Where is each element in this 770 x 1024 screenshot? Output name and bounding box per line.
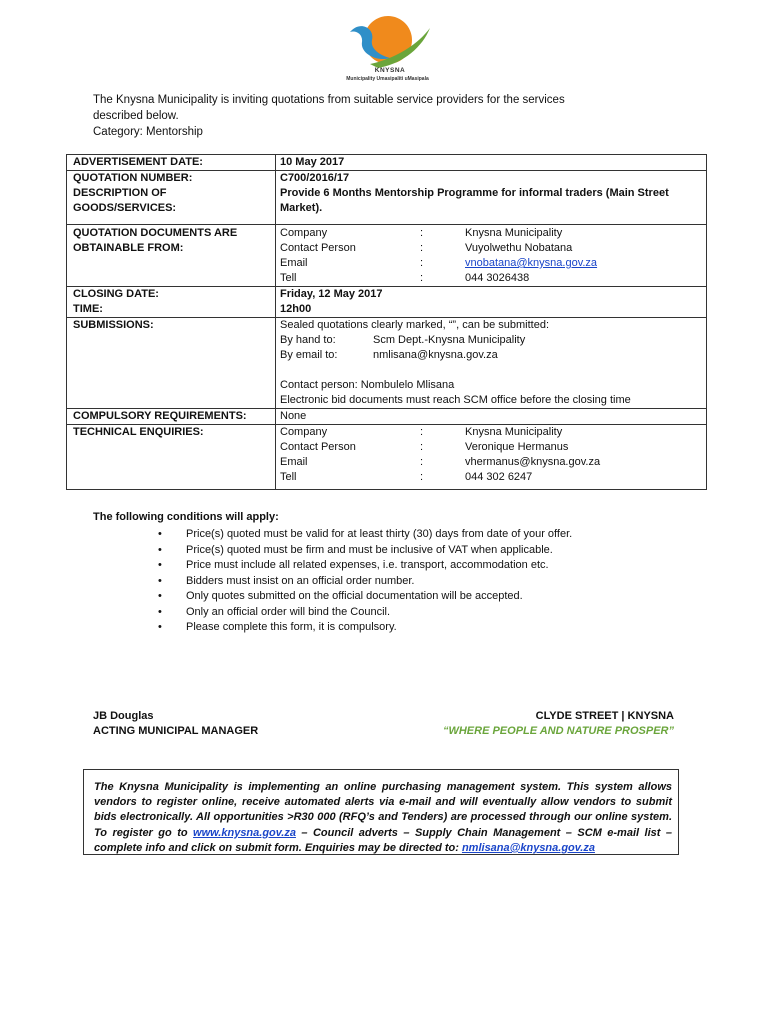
submissions-label: SUBMISSIONS: xyxy=(67,318,276,409)
colon: : xyxy=(420,242,424,254)
docs-contact-value: Vuyolwethu Nobatana xyxy=(465,242,573,254)
colon: : xyxy=(420,257,424,269)
colon: : xyxy=(420,426,424,438)
tech-contact-row xyxy=(280,440,702,455)
logo-tagline: Municipality Umasipaliti uMasipala xyxy=(346,76,429,82)
docs-tell-row xyxy=(280,271,702,286)
tech-company-row xyxy=(280,425,702,440)
tech-email-value: vhermanus@knysna.gov.za xyxy=(465,456,601,468)
table-row xyxy=(67,155,707,171)
list-item: • Only quotes submitted on the official documentation will be accepted. xyxy=(158,589,572,605)
docs-contact-row xyxy=(280,241,702,256)
docs-label-line-1: QUOTATION DOCUMENTS ARE xyxy=(73,227,238,239)
intro-line-1: The Knysna Municipality is inviting quotations from suitable service providers for the services xyxy=(93,94,565,106)
municipal-motto: “WHERE PEOPLE AND NATURE PROSPER” xyxy=(442,725,674,737)
closing-date-label: CLOSING DATE: xyxy=(67,287,276,303)
bullet-icon: • xyxy=(158,605,162,618)
address-block xyxy=(443,709,674,739)
bullet-icon: • xyxy=(158,574,162,587)
colon: : xyxy=(420,272,424,284)
tech-email-key: Email xyxy=(280,456,308,468)
intro xyxy=(93,92,693,140)
by-hand-row xyxy=(280,333,702,348)
description-value-line-2: Market). xyxy=(280,202,323,214)
intro-line-2: described below. xyxy=(93,110,179,122)
table-row xyxy=(67,318,707,409)
by-hand-value: Scm Dept.-Knysna Municipality xyxy=(373,334,526,346)
list-item: • Bidders must insist on an official order number. xyxy=(158,574,572,590)
list-item: • Please complete this form, it is compulsory. xyxy=(158,620,572,636)
description-label-line-1: DESCRIPTION OF xyxy=(73,187,167,199)
list-item: • Price must include all related expenses, i.e. transport, accommodation etc. xyxy=(158,558,572,574)
submissions-contact-person: Contact person: Nombulelo Mlisana xyxy=(280,379,455,391)
enquiry-email-link[interactable]: nmlisana@knysna.gov.za xyxy=(461,841,595,854)
docs-email-row xyxy=(280,256,702,271)
docs-email-key: Email xyxy=(280,257,308,269)
intro-category: Category: Mentorship xyxy=(93,126,203,138)
submissions-line-1: Sealed quotations clearly marked, “”, can be submitted: xyxy=(280,319,550,331)
table-row xyxy=(67,287,707,303)
colon: : xyxy=(420,227,424,239)
closing-date-value: Friday, 12 May 2017 xyxy=(276,287,707,303)
online-system-notice xyxy=(83,769,679,855)
list-item: • Price(s) quoted must be valid for at least thirty (30) days from date of your offer. xyxy=(158,527,572,543)
signatory-name: JB Douglas xyxy=(93,710,154,722)
list-item: • Price(s) quoted must be firm and must be inclusive of VAT when applicable. xyxy=(158,543,572,559)
docs-company-key: Company xyxy=(280,227,328,239)
time-value: 12h00 xyxy=(276,302,707,318)
logo-name: KNYSNA xyxy=(374,67,406,74)
bullet-icon: • xyxy=(158,621,162,633)
tech-tell-row xyxy=(280,470,702,485)
signatory-title: ACTING MUNICIPAL MANAGER xyxy=(93,725,259,737)
by-email-row xyxy=(280,348,702,363)
docs-company-row xyxy=(280,226,702,241)
signatory xyxy=(93,709,258,739)
quotation-details-table xyxy=(66,154,707,490)
table-row xyxy=(67,425,707,490)
technical-contacts xyxy=(276,425,707,490)
docs-contact-key: Contact Person xyxy=(280,242,356,254)
table-row xyxy=(67,186,707,225)
conditions-title: The following conditions will apply: xyxy=(93,511,279,523)
tech-contact-key: Contact Person xyxy=(280,441,356,453)
docs-label xyxy=(67,225,276,287)
list-item: • Only an official order will bind the Council. xyxy=(158,605,572,621)
compulsory-label: COMPULSORY REQUIREMENTS: xyxy=(67,409,276,425)
ad-date-value: 10 May 2017 xyxy=(276,155,707,171)
quote-number-value: C700/2016/17 xyxy=(276,171,707,187)
docs-company-value: Knysna Municipality xyxy=(465,227,563,239)
tech-company-value: Knysna Municipality xyxy=(465,426,563,438)
description-label xyxy=(67,186,276,225)
table-row xyxy=(67,171,707,187)
conditions-list xyxy=(158,527,572,636)
submissions-details xyxy=(276,318,707,409)
colon: : xyxy=(420,456,424,468)
bullet-icon: • xyxy=(158,590,162,602)
tech-tell-value: 044 302 6247 xyxy=(465,471,533,483)
bullet-icon: • xyxy=(158,528,162,540)
street-address: CLYDE STREET | KNYSNA xyxy=(535,710,674,722)
description-value xyxy=(276,186,707,225)
quote-number-label: QUOTATION NUMBER: xyxy=(67,171,276,187)
compulsory-value: None xyxy=(276,409,707,425)
description-label-line-2: GOODS/SERVICES: xyxy=(73,202,177,214)
docs-tell-value: 044 3026438 xyxy=(465,272,530,284)
docs-tell-key: Tell xyxy=(280,272,297,284)
by-email-value: nmlisana@knysna.gov.za xyxy=(373,349,498,361)
time-label: TIME: xyxy=(67,302,276,318)
technical-enquiries-label: TECHNICAL ENQUIRIES: xyxy=(67,425,276,490)
docs-label-line-2: OBTAINABLE FROM: xyxy=(73,242,184,254)
website-link[interactable]: www.knysna.gov.za xyxy=(193,826,296,839)
docs-contacts xyxy=(276,225,707,287)
tech-email-row xyxy=(280,455,702,470)
notice-text: The Knysna Municipality is implementing an online purchasing management system. This system allows vendors to register online, receive automated alerts via e-mail and will eventually allow vendors to submit bids electronically. All opportunities >R30 000 (RFQ’s and Tenders) are processed through our online system. To register go to www.knysna.gov.za – Council adverts – Supply Chain Management – SCM e-mail list – complete info and click on submit form. Enquiries may be directed to: nmlisana@knysna.gov.za xyxy=(94,781,672,854)
colon: : xyxy=(420,471,424,483)
tech-company-key: Company xyxy=(280,426,328,438)
electronic-bid-note: Electronic bid documents must reach SCM office before the closing time xyxy=(280,394,631,406)
table-row xyxy=(67,409,707,425)
by-email-label: By email to: xyxy=(280,349,338,361)
docs-email-link[interactable]: vnobatana@knysna.gov.za xyxy=(465,257,598,269)
table-row xyxy=(67,225,707,287)
tech-tell-key: Tell xyxy=(280,471,297,483)
colon: : xyxy=(420,441,424,453)
bullet-icon: • xyxy=(158,543,162,556)
description-value-line-1: Provide 6 Months Mentorship Programme for informal traders (Main Street xyxy=(280,187,669,199)
by-hand-label: By hand to: xyxy=(280,334,336,346)
bullet-icon: • xyxy=(158,559,162,571)
tech-contact-value: Veronique Hermanus xyxy=(465,441,569,453)
ad-date-label: ADVERTISEMENT DATE: xyxy=(67,155,276,171)
table-row xyxy=(67,302,707,318)
